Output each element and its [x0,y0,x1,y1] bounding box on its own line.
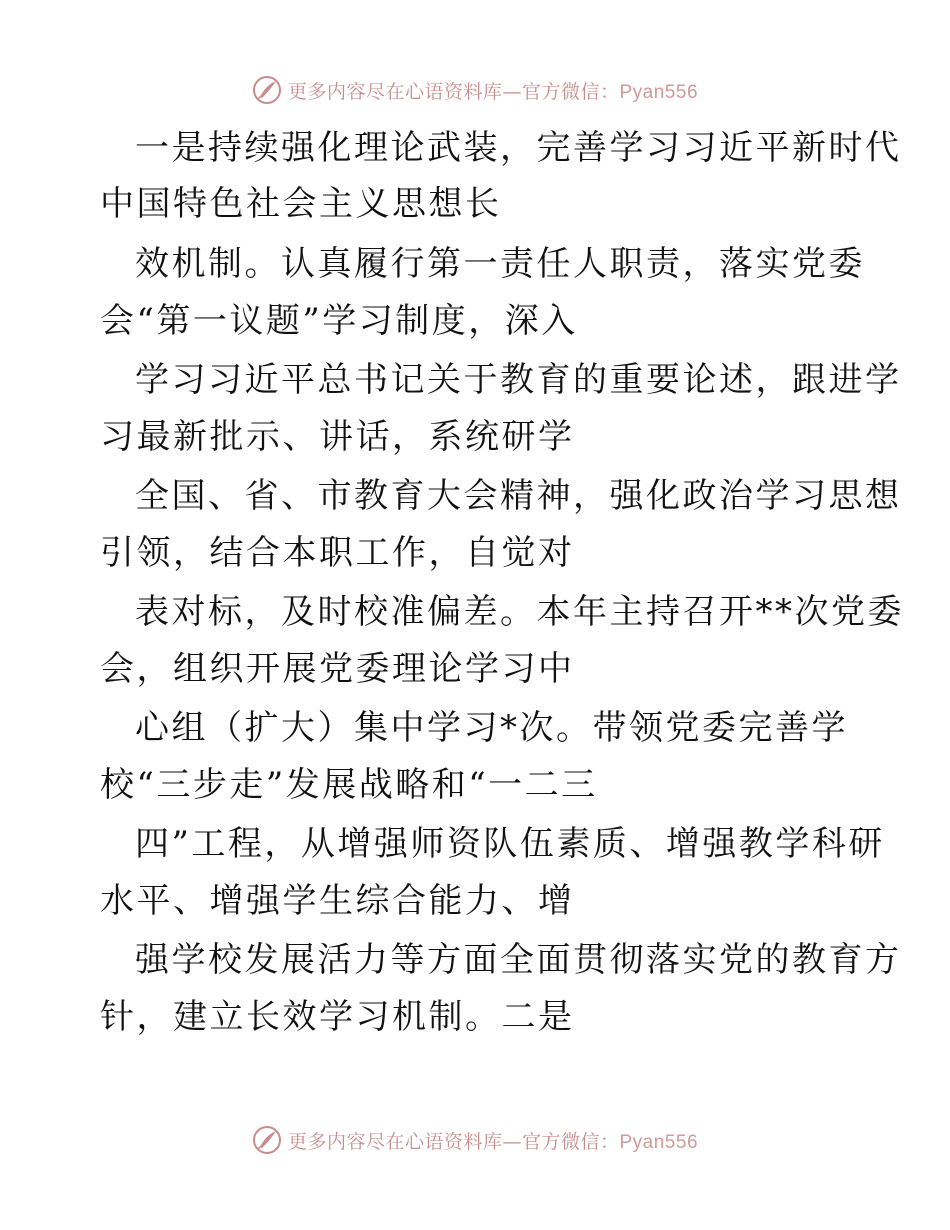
header-watermark [0,70,950,110]
text-line: 会，组织开展党委理论学习中 [100,649,575,689]
text-line: 针，建立长效学习机制。二是 [100,997,575,1037]
text-line: 效机制。认真履行第一责任人职责，落实党委 [135,244,865,284]
quill-logo-icon [252,75,282,105]
text-line: 心组（扩大）集中学习*次。带领党委完善学 [135,708,848,748]
watermark-label: 更多内容尽在心语资料库—官方微信： [287,1130,620,1153]
text-line: 表对标，及时校准偏差。本年主持召开**次党委 [135,592,904,632]
text-line: 强学校发展活力等方面全面贯彻落实党的教育方 [135,940,902,980]
text-line: 中国特色社会主义思想长 [100,184,502,224]
watermark-wechat-id: Pyan556 [619,81,699,103]
footer-watermark [0,1120,950,1160]
text-line: 水平、增强学生综合能力、增 [100,881,575,921]
watermark-text [288,1127,698,1154]
text-line: 习最新批示、讲话，系统研学 [100,417,575,457]
text-line: 四”工程，从增强师资队伍素质、增强教学科研 [135,824,885,864]
text-line: 全国、省、市教育大会精神，强化政治学习思想 [135,476,902,516]
watermark-wechat-id: Pyan556 [619,1131,699,1153]
watermark-text [288,77,698,104]
text-line: 学习习近平总书记关于教育的重要论述，跟进学 [135,360,902,400]
watermark-label: 更多内容尽在心语资料库—官方微信： [287,80,620,103]
text-line: 会“第一议题”学习制度，深入 [100,301,578,341]
text-line: 校“三步走”发展战略和“一二三 [100,765,598,805]
text-line: 引领，结合本职工作，自觉对 [100,533,575,573]
quill-logo-icon [252,1125,282,1155]
text-line: 一是持续强化理论武装，完善学习习近平新时代 [135,128,902,168]
